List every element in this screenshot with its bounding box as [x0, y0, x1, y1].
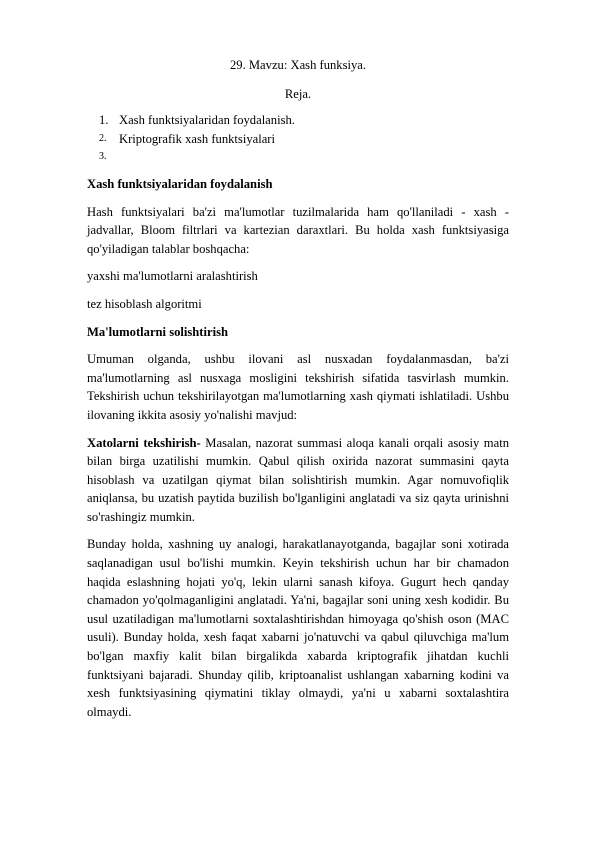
section-heading: Ma'lumotlarni solishtirish	[87, 324, 228, 339]
body-paragraph: Bunday holda, xashning uy analogi, harakatlanayotganda, bagajlar soni xotirada saqlanadigan usul bo'lishi mumkin. Keyin tekshirish uchun har bir chamadon haqida eslashning hojati yo'q, lekin ularni sanash kifoya. Gugurt hech qanday chamadon yo'qolmaganligini anglatadi. Ya'ni, bagajlar soni uning xesh kodidir. Bu usul uzatiladigan ma'lumotlarni soxtalashtirishdan himoyaga qo'shish oson (MAC usuli). Bunday holda, xesh faqat xabarni jo'natuvchi va qabul qiluvchiga ma'lum bo'lgan maxfiy kalit bilan birgalikda xabarda kriptografik jihatdan kuchli funktsiyani bajaradi. Shunday qilib, kriptoanalist ushlangan xabarning kodini va xesh funktsiyasining qiymatini tiklay olmaydi, ya'ni u xabarni soxtalashtira olmaydi.	[87, 537, 509, 719]
plan-item-text	[119, 150, 122, 164]
plan-item	[99, 111, 509, 130]
plan-item-number: 2.	[99, 132, 107, 144]
section-heading: Xash funktsiyalaridan foydalanish	[87, 176, 273, 191]
plan-item	[99, 148, 509, 167]
document-page	[87, 56, 509, 730]
paragraph-text: Masalan, nazorat summasi aloqa kanali orqali asosiy matn bilan birga uzatilishi mumkin. Qabul qilish oxirida nazorat summasini qayta hisoblash va uzatilgan qiymat bilan solishtirish mumkin. Agar nomuvofiqlik aniqlansa, bu uzatish paytida buzilish bo'lganligini anglatadi va siz qayta urinishni so'rashingiz mumkin.	[87, 435, 509, 524]
body-paragraph: Hash funktsiyalari ba'zi ma'lumotlar tuzilmalarida ham qo'llaniladi - xash -jadvallar, Bloom filtrlari va kartezian daraxtlari. Bu holda xash funktsiyasiga qo'yiladigan talablar boshqacha:	[87, 204, 509, 256]
plan-item-text: Kriptografik xash funktsiyalari	[119, 131, 275, 146]
document-title: 29. Mavzu: Xash funksiya.	[229, 58, 367, 72]
plan-item	[99, 130, 509, 149]
plan-item-number: 3.	[99, 151, 107, 163]
body-paragraph	[87, 434, 509, 527]
paragraph-lead: Xatolarni tekshirish-	[87, 435, 201, 450]
plan-heading: Reja.	[284, 86, 312, 101]
plan-item-text: Xash funktsiyalaridan foydalanish.	[119, 113, 295, 128]
plan-item-number: 1.	[99, 113, 109, 128]
requirement-item: yaxshi ma'lumotlarni aralashtirish	[87, 269, 258, 284]
plan-list	[87, 111, 509, 167]
requirement-item: tez hisoblash algoritmi	[87, 296, 202, 311]
body-paragraph: Umuman olganda, ushbu ilovani asl nusxadan foydalanmasdan, ba'zi ma'lumotlarning asl nusxaga mosligini tekshirish sifatida tasvirlash mumkin. Tekshirish uchun tekshirilayotgan ma'lumotlarning xash qiymati ishlatiladi. Ushbu ilovaning ikkita asosiy yo'nalishi mavjud:	[87, 352, 509, 422]
